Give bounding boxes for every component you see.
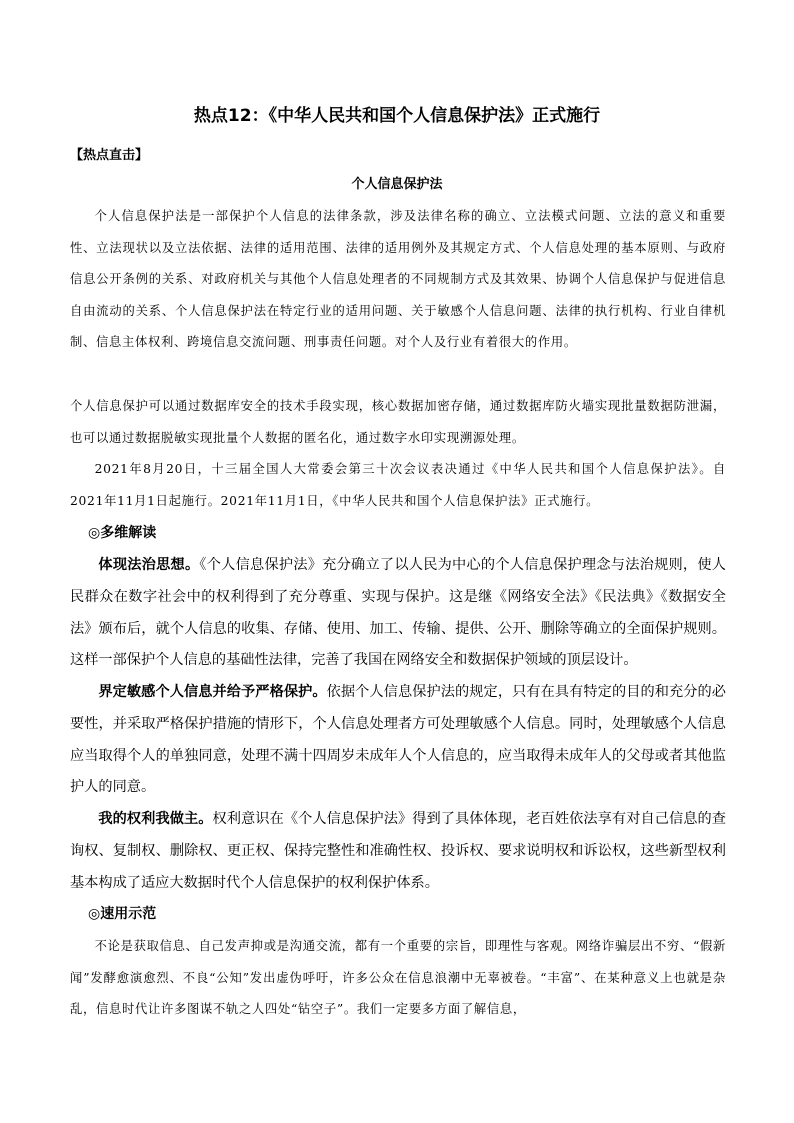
point-rule-of-law (70, 550, 726, 677)
point-my-rights-lead: 我的权利我做主。 (98, 811, 213, 827)
point-rule-of-law-text: 《个人信息保护法》充分确立了以人民为中心的个人信息保护理念与法治规则，使人民群众在数字社会中的权利得到了充分尊重、实现与保护。这是继《网络安全法》《民法典》《数据安全法》颁布后，就个人信息的收集、存储、使用、加工、传输、提供、公开、删除等确立的全面保护规则。这样一部保护个人信息的基础性法律，完善了我国在网络安全和数据保护领域的顶层设计。 (70, 557, 726, 669)
point-my-rights (70, 804, 726, 899)
document-title: 热点12：《中华人民共和国个人信息保护法》正式施行 (193, 106, 601, 126)
paragraph-protection-methods: 个人信息保护可以通过数据库安全的技术手段实现，核心数据加密存储，通过数据库防火墙实现批量数据防泄漏，也可以通过数据脱敏实现批量个人数据的匿名化，通过数字水印实现溯源处理。 (70, 399, 726, 445)
point-sensitive-info (70, 677, 726, 804)
section-heading-example: ◎速用示范 (88, 906, 157, 922)
point-my-rights-text: 权利意识在《个人信息保护法》得到了具体体现，老百姓依法享有对自己信息的查询权、复制权、删除权、更正权、保持完整性和准确性权、投诉权、要求说明权和诉讼权，这些新型权利基本构成了适应大数据时代个人信息保护的权利保护体系。 (70, 811, 726, 891)
paragraph-enactment-dates: 2021年8月20日，十三届全国人大常委会第三十次会议表决通过《中华人民共和国个人信息保护法》。自2021年11月1日起施行。2021年11月1日，《中华人民共和国个人信息保护法》正式施行。 (70, 462, 726, 508)
paragraph-intro: 个人信息保护法是一部保护个人信息的法律条款，涉及法律名称的确立、立法模式问题、立法的意义和重要性、立法现状以及立法依据、法律的适用范围、法律的适用例外及其规定方式、个人信息处理的基本原则、与政府信息公开条例的关系、对政府机关与其他个人信息处理者的不同规制方式及其效果、协调个人信息保护与促进信息自由流动的关系、个人信息保护法在特定行业的适用问题、关于敏感个人信息问题、法律的执行机构、行业自律机制、信息主体权利、跨境信息交流问题、刑事责任问题。对个人及行业有着很大的作用。 (70, 209, 726, 350)
article-subtitle: 个人信息保护法 (351, 177, 443, 192)
paragraph-example: 不论是获取信息、自己发声抑或是沟通交流，都有一个重要的宗旨，即理性与客观。网络诈骗层出不穷、“假新闻”发酵愈演愈烈、不良“公知”发出虚伪呼吁，许多公众在信息浪潮中无辜被卷。“丰富”、在某种意义上也就是杂乱，信息时代让许多图谋不轨之人四处“钻空子”。我们一定要多方面了解信息， (70, 939, 726, 1017)
section-heading-analysis: ◎多维解读 (88, 525, 157, 541)
point-rule-of-law-lead: 体现法治思想。 (98, 557, 200, 573)
point-sensitive-info-text: 依据个人信息保护法的规定，只有在具有特定的目的和充分的必要性，并采取严格保护措施的情形下，个人信息处理者方可处理敏感个人信息。同时，处理敏感个人信息应当取得个人的单独同意，处理不满十四周岁未成年人个人信息的，应当取得未成年人的父母或者其他监护人的同意。 (70, 684, 726, 796)
point-sensitive-info-lead: 界定敏感个人信息并给予严格保护。 (98, 684, 327, 700)
section-label: 【热点直击】 (70, 148, 149, 163)
